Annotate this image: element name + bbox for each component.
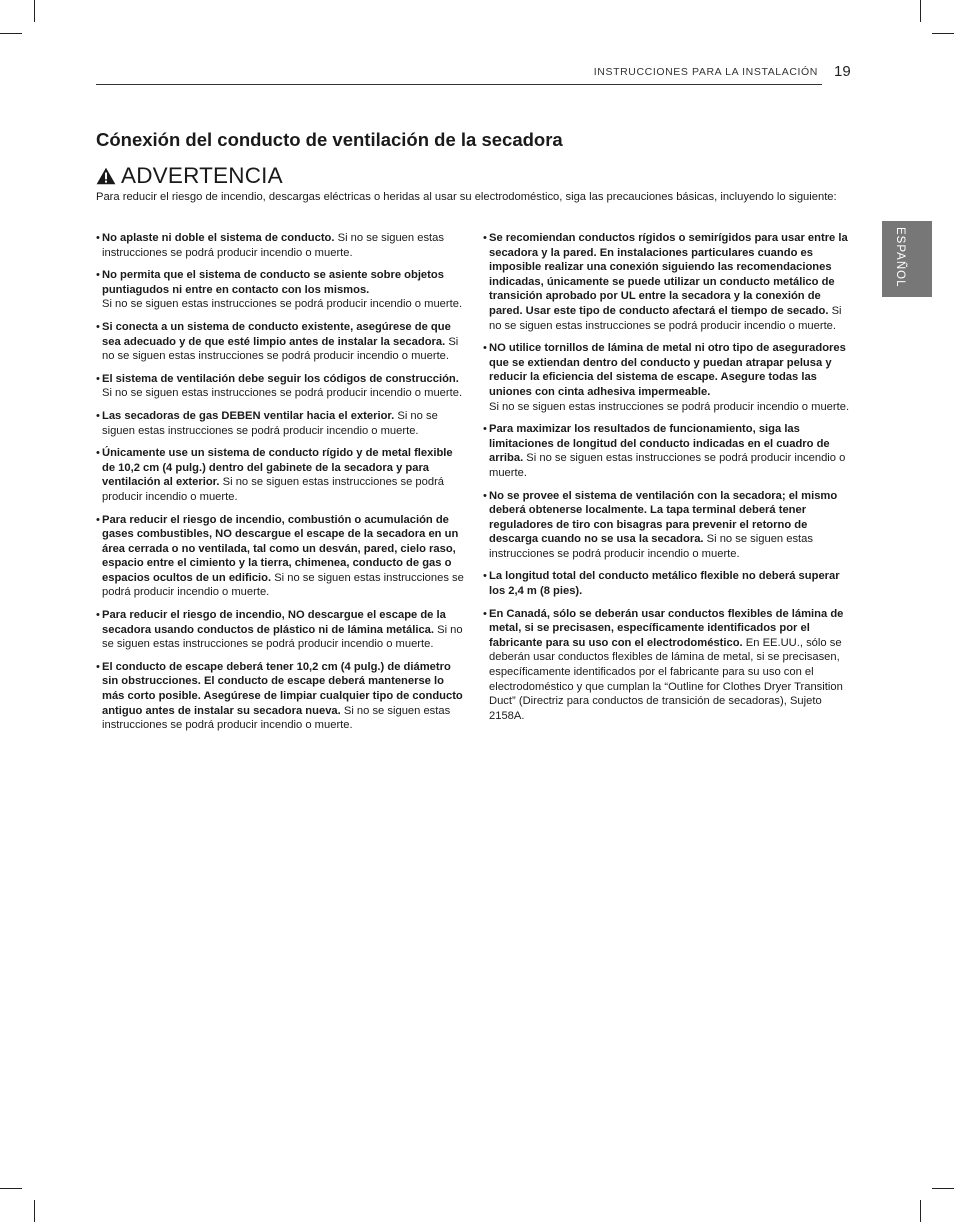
language-tab-label: ESPAÑOL [894, 227, 906, 288]
list-item-emphasis: Para reducir el riesgo de incendio, combustión o acumulación de gases combustibles, NO descargue el escape de la secadora en un área cerrada o no ventilada, tal como un desván, pared, cielo raso, espacio entre el cimiento y la tierra, chimenea, conducto de gas o espacios ocultos de un edificio. [102, 513, 459, 584]
list-item-emphasis: En Canadá, sólo se deberán usar conductos flexibles de lámina de metal, si se precisasen, específicamente identificados por el fabricante para su uso con el electrodoméstico. [489, 607, 844, 649]
crop-mark [0, 33, 22, 34]
list-item-emphasis: NO utilice tornillos de lámina de metal ni otro tipo de aseguradores que se extiendan dentro del conducto y puedan atrapar pelusa y reducir la eficiencia del sistema de escape. Asegure todas las uniones con cinta adhesiva impermeable. [489, 342, 846, 398]
crop-mark [932, 1188, 954, 1189]
list-item-text: Si no se siguen estas instrucciones se podrá producir incendio o muerte. [102, 298, 463, 311]
warning-intro: Para reducir el riesgo de incendio, descargas eléctricas o heridas al usar su electrodoméstico, siga las precauciones básicas, incluyendo lo siguiente: [96, 191, 837, 203]
bullet-point: • [483, 489, 487, 502]
header-divider [96, 84, 822, 85]
list-item-emphasis: Para maximizar los resultados de funcionamiento, siga las limitaciones de longitud del conducto indicadas en el cuadro de arriba. [489, 423, 830, 465]
page-number: 19 [834, 63, 851, 80]
language-tab [882, 221, 932, 297]
list-item-text: Si no se siguen estas instrucciones se podrá producir incendio o muerte. [489, 304, 842, 332]
bullet-point: • [483, 423, 487, 436]
list-item [96, 372, 468, 401]
list-item [96, 446, 468, 504]
bullet-point: • [96, 447, 100, 460]
list-item-text: En EE.UU., sólo se deberán usar conductos flexibles de lámina de metal, si se precisasen, específicamente identificados por el fabricante para su uso con el electrodoméstico y que cumplan la “Outline for Clothes Dryer Transition Duct” (Directriz para conductos de transición de secadoras), Sujeto 2158A. [489, 636, 843, 722]
list-item-text: Si no se siguen estas instrucciones se podrá producir incendio o muerte. [489, 533, 813, 560]
crop-mark [920, 1200, 921, 1222]
list-item-emphasis: Únicamente use un sistema de conducto rígido y de metal flexible de 10,2 cm (4 pulg.) dentro del gabinete de la secadora y para ventilación al exterior. [102, 447, 453, 489]
list-item [96, 409, 468, 438]
list-item-emphasis: No aplaste ni doble el sistema de conducto. [102, 232, 335, 244]
list-item-text: Si no se siguen estas instrucciones se podrá producir incendio o muerte. [102, 335, 459, 363]
bullet-point: • [483, 342, 487, 355]
list-item-emphasis: No permita que el sistema de conducto se asiente sobre objetos puntiagudos ni entre en contacto con los mismos. [102, 269, 444, 296]
warning-title: ADVERTENCIA [121, 163, 283, 188]
bullet-point: • [96, 269, 100, 282]
bullet-point: • [96, 660, 100, 673]
list-item [483, 489, 855, 562]
list-item-text: Si no se siguen estas instrucciones se podrá producir incendio o muerte. [102, 476, 445, 503]
list-item [483, 422, 855, 480]
running-header: INSTRUCCIONES PARA LA INSTALACIÓN [593, 66, 818, 78]
section-title: Cónexión del conducto de ventilación de la secadora [96, 129, 563, 150]
list-item [483, 341, 855, 414]
list-item-text: Si no se siguen estas instrucciones se podrá producir incendio o muerte. [489, 400, 850, 413]
list-item-emphasis: No se provee el sistema de ventilación con la secadora; el mismo deberá obtenerse localmente. La tapa terminal deberá tener reguladores de tiro con bisagras para prevenir el retorno de descarga cuando no se usa la secadora. [489, 489, 838, 546]
bullet-point: • [483, 570, 487, 583]
list-item-emphasis: El sistema de ventilación debe seguir los códigos de construcción. [102, 372, 459, 385]
bullet-point: • [96, 513, 100, 526]
list-item-emphasis: Se recomiendan conductos rígidos o semirígidos para usar entre la secadora y la pared. En instalaciones particulares cuando es imposible realizar una conexión siguiendo las recomendaciones indicadas, únicamente se puede utilizar un conducto metálico de transición aprobado por UL entre la secadora y la conexión de pared. Usar este tipo de conducto afectará el tiempo de secado. [489, 232, 848, 317]
crop-mark [34, 0, 35, 22]
list-item [96, 231, 468, 260]
list-item-text: Si no se siguen estas instrucciones se podrá producir incendio o muerte. [102, 571, 464, 599]
warning-heading [96, 163, 283, 189]
list-item [96, 608, 468, 652]
list-item [483, 231, 855, 333]
warning-triangle-icon [96, 167, 116, 185]
bullet-point: • [96, 609, 100, 622]
bullet-point: • [483, 607, 487, 620]
bullet-point: • [96, 372, 100, 385]
list-item-emphasis: La longitud total del conducto metálico flexible no deberá superar los 2,4 m (8 pies). [489, 570, 840, 598]
list-item [96, 660, 468, 733]
list-item [483, 607, 855, 724]
crop-mark [0, 1188, 22, 1189]
list-item [483, 569, 855, 598]
bullet-point: • [96, 232, 100, 244]
list-item-emphasis: Para reducir el riesgo de incendio, NO descargue el escape de la secadora usando conductos de plástico ni de lámina metálica. [102, 609, 446, 636]
crop-mark [920, 0, 921, 22]
warning-list-left [96, 231, 468, 741]
list-item-text: Si no se siguen estas instrucciones se podrá producir incendio o muerte. [102, 387, 463, 400]
bullet-point: • [96, 409, 100, 422]
list-item-text: Si no se siguen estas instrucciones se podrá producir incendio o muerte. [102, 409, 438, 437]
crop-mark [932, 33, 954, 34]
list-item-emphasis: Las secadoras de gas DEBEN ventilar hacia el exterior. [102, 409, 395, 422]
list-item-text: Si no se siguen estas instrucciones se podrá producir incendio o muerte. [489, 452, 846, 479]
bullet-point: • [483, 232, 487, 244]
list-item [96, 268, 468, 312]
list-item [96, 513, 468, 601]
list-item-emphasis: Si conecta a un sistema de conducto existente, asegúrese de que sea adecuado y de que esté limpio antes de instalar la secadora. [102, 320, 451, 348]
bullet-point: • [96, 320, 100, 333]
list-item-text: Si no se siguen estas instrucciones se podrá producir incendio o muerte. [102, 704, 451, 732]
crop-mark [34, 1200, 35, 1222]
list-item-emphasis: El conducto de escape deberá tener 10,2 cm (4 pulg.) de diámetro sin obstrucciones. El conducto de escape deberá mantenerse lo más corto posible. Asegúrese de limpiar cualquier tipo de conducto antiguo antes de instalar su secadora nueva. [102, 660, 463, 717]
list-item-text: Si no se siguen estas instrucciones se podrá producir incendio o muerte. [102, 623, 463, 651]
list-item [96, 320, 468, 364]
warning-list-right [483, 231, 855, 731]
list-item-text: Si no se siguen estas instrucciones se podrá producir incendio o muerte. [102, 232, 444, 259]
